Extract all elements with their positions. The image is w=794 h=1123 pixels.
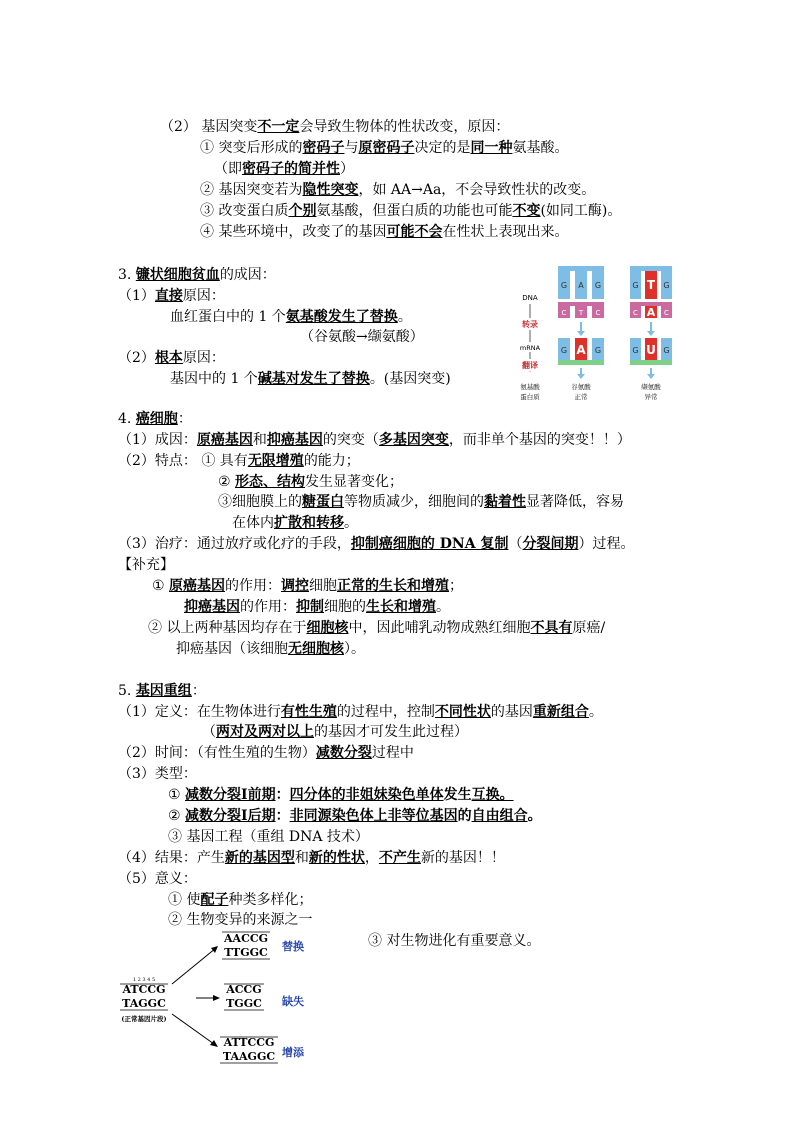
s3-direct-cause: （1）直接原因： bbox=[118, 288, 225, 304]
fig1-left-bot-1: A bbox=[576, 343, 586, 357]
s4-supplement-heading: 【补充】 bbox=[118, 557, 174, 573]
fig1-mrna-label: mRNA bbox=[519, 344, 541, 352]
fig1-right-top-2: G bbox=[663, 281, 670, 290]
fig1-transcription-label: 转录 bbox=[522, 320, 538, 329]
s5-significance-3: ③ 对生物进化有重要意义。 bbox=[368, 933, 541, 949]
fig1-right-top-0: G bbox=[632, 281, 639, 290]
fig2-del-bot: TGGC bbox=[226, 997, 262, 1010]
fig2-orig-top: ATCCG bbox=[122, 983, 166, 996]
s4-cause: （1）成因：原癌基因和抑癌基因的突变（多基因突变，而非单个基因的突变！！） bbox=[118, 432, 631, 448]
fig2-del-top: ACCG bbox=[226, 983, 262, 996]
s2-point-1-note: （即密码子的简并性） bbox=[214, 161, 354, 177]
s3-heading: 3. 镰状细胞贫血的成因： bbox=[118, 267, 276, 283]
s5-types-heading: （3）类型： bbox=[118, 766, 197, 782]
fig1-left-top-2: G bbox=[594, 281, 602, 290]
fig1-left-bot-0: G bbox=[560, 346, 568, 355]
s5-significance-heading: （5）意义： bbox=[118, 871, 197, 887]
fig2-arrow-insertion bbox=[172, 1014, 214, 1044]
s5-type-1: ① 减数分裂Ⅰ前期：四分体的非姐妹染色单体发生互换。 bbox=[168, 787, 514, 803]
fig1-right-top-1: T bbox=[646, 278, 656, 292]
s4-feature-3: ③细胞膜上的糖蛋白等物质减少，细胞间的黏着性显著降低，容易 bbox=[218, 494, 624, 510]
fig2-orig-caption: (正常基因片段) bbox=[121, 1015, 167, 1023]
fig1-right-bot-0: G bbox=[632, 346, 639, 355]
fig1-cap2-line1: 谷氨酸 bbox=[571, 383, 591, 391]
fig1-right-mid-1: A bbox=[646, 306, 656, 319]
s2-point-2: ② 基因突变若为隐性突变，如 AA→Aa，不会导致性状的改变。 bbox=[200, 182, 596, 198]
fig1-cap3-line1: 缬氨酸 bbox=[641, 383, 661, 391]
s3-root-detail: 基因中的 1 个碱基对发生了替换。(基因突变) bbox=[170, 371, 451, 387]
s5-significance-2: ② 生物变异的来源之一 bbox=[168, 912, 313, 928]
fig1-cap1-line1: 氨基酸 bbox=[520, 383, 540, 391]
sickle-cell-diagram bbox=[512, 262, 688, 404]
fig1-right-bot-2: G bbox=[663, 346, 670, 355]
s4-supp-location-cont: 抑癌基因（该细胞无细胞核）。 bbox=[176, 641, 365, 657]
fig1-right-bot-1: U bbox=[646, 343, 656, 357]
s2-point-4: ④ 某些环境中，改变了的基因可能不会在性状上表现出来。 bbox=[200, 224, 569, 240]
fig1-left-mid-1: T bbox=[578, 309, 584, 317]
s4-treatment: （3）治疗：通过放疗或化疗的手段，抑制癌细胞的 DNA 复制（分裂间期）过程。 bbox=[118, 536, 635, 552]
fig2-ins-bot: TAAGGC bbox=[222, 1050, 276, 1063]
fig1-right-mid-2: C bbox=[664, 309, 669, 317]
fig2-sub-top: AACCG bbox=[224, 932, 268, 945]
s2-point-3: ③ 改变蛋白质个别氨基酸，但蛋白质的功能也可能不变(如同工酶)。 bbox=[200, 203, 622, 219]
fig2-sub-bot: TTGGC bbox=[224, 946, 268, 959]
fig1-left-top-1: A bbox=[578, 281, 584, 290]
fig1-left-mid-0: C bbox=[561, 309, 567, 317]
fig2-arrow-substitution bbox=[172, 948, 216, 984]
fig2-del-label: 缺失 bbox=[282, 995, 304, 1008]
fig2-ins-top: ATTCCG bbox=[223, 1036, 275, 1049]
fig1-translation-label: 翻译 bbox=[522, 361, 538, 370]
fig1-cap3-line2: 异常 bbox=[644, 393, 658, 401]
s3-root-cause: （2）根本原因： bbox=[118, 350, 225, 366]
fig1-cap2-line2: 正常 bbox=[574, 393, 588, 401]
s4-feature-3-cont: 在体内扩散和转移。 bbox=[232, 515, 358, 531]
s5-result: （4）结果：产生新的基因型和新的性状，不产生新的基因！！ bbox=[118, 850, 505, 866]
fig1-left-top-0: G bbox=[560, 281, 568, 290]
s4-feature-2: ② 形态、结构发生显著变化； bbox=[218, 474, 404, 490]
gene-mutation-diagram bbox=[110, 930, 340, 1070]
s4-supp-tumor-suppressor: 抑癌基因的作用：抑制细胞的生长和增殖。 bbox=[184, 599, 450, 615]
fig1-dna-label: DNA bbox=[522, 294, 538, 302]
fig1-cap1-line2: 蛋白质 bbox=[520, 393, 540, 401]
s5-time: （2）时间：（有性生殖的生物）减数分裂过程中 bbox=[118, 745, 414, 761]
s3-direct-detail: 血红蛋白中的 1 个氨基酸发生了替换。 bbox=[170, 309, 412, 325]
s4-feature-1: （2）特点： ① 具有无限增殖的能力； bbox=[118, 453, 360, 469]
fig1-left-bot-2: G bbox=[594, 346, 602, 355]
fig2-position-numbers: 1 2 3 4 5 bbox=[132, 977, 156, 983]
s5-heading: 5. 基因重组： bbox=[118, 683, 206, 699]
s2-heading: （2） 基因突变不一定会导致生物体的性状改变，原因： bbox=[160, 119, 510, 135]
fig1-left-column bbox=[558, 266, 604, 379]
s2-point-1: ① 突变后形成的密码子与原密码子决定的是同一种氨基酸。 bbox=[200, 140, 569, 156]
s5-type-2: ② 减数分裂Ⅰ后期：非同源染色体上非等位基因的自由组合。 bbox=[168, 808, 542, 824]
fig1-right-mid-0: C bbox=[633, 309, 638, 317]
fig2-ins-label: 增添 bbox=[282, 1046, 304, 1059]
s3-direct-amino: （谷氨酸→缬氨酸） bbox=[300, 329, 424, 345]
fig1-left-mid-2: C bbox=[595, 309, 601, 317]
s5-type-3: ③ 基因工程（重组 DNA 技术） bbox=[168, 829, 369, 845]
fig2-orig-bot: TAGGC bbox=[122, 997, 166, 1010]
s4-supp-proto-oncogene: ① 原癌基因的作用：调控细胞正常的生长和增殖； bbox=[152, 578, 464, 594]
fig1-right-column bbox=[630, 266, 672, 379]
fig2-sub-label: 替换 bbox=[282, 940, 304, 953]
s5-definition-note: （两对及两对以上的基因才可发生此过程） bbox=[202, 724, 468, 740]
s5-significance-1: ① 使配子种类多样化； bbox=[168, 892, 313, 908]
s4-heading: 4. 癌细胞： bbox=[118, 411, 192, 427]
s5-definition: （1）定义：在生物体进行有性生殖的过程中，控制不同性状的基因重新组合。 bbox=[118, 704, 603, 720]
s4-supp-location: ② 以上两种基因均存在于细胞核中，因此哺乳动物成熟红细胞不具有原癌/ bbox=[148, 620, 606, 636]
